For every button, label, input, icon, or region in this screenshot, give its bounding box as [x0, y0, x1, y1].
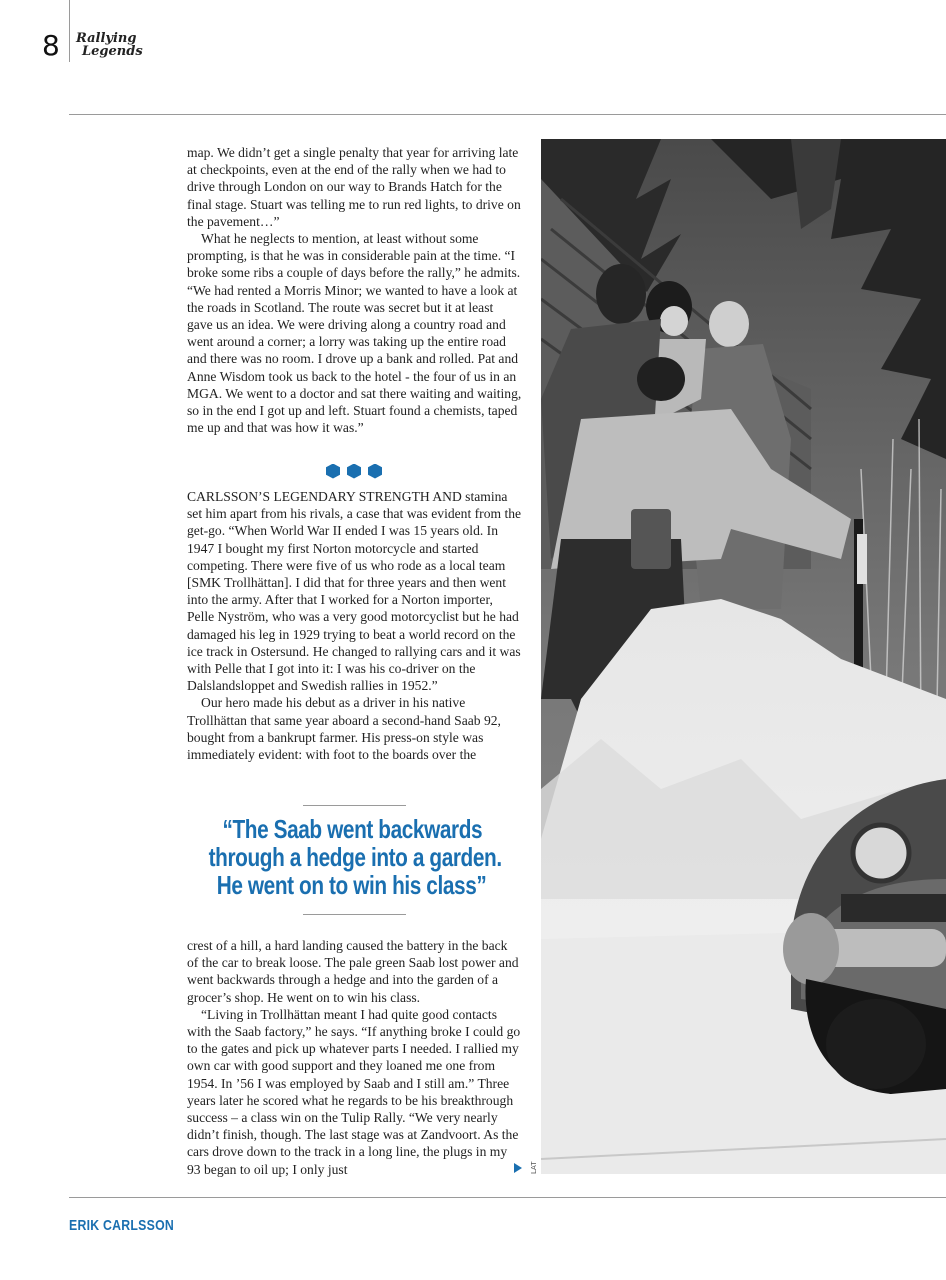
- section-label: ERIK CARLSSON: [69, 1217, 175, 1234]
- rally-photo: [541, 139, 946, 1174]
- magazine-logo: [76, 32, 146, 58]
- pull-quote: [172, 815, 532, 899]
- pull-quote-rule-top: [303, 805, 406, 806]
- photo-credit: LAT: [530, 1161, 538, 1174]
- paragraph: map. We didn’t get a single penalty that year for arriving late at checkpoints, even at the end of the rally when we had to drive through London on our way to Brands Hatch for the final stage. Stuart was telling me to run red lights, to drive on the pavement…”: [187, 145, 521, 229]
- pull-quote-line: through a hedge into a garden.: [208, 842, 502, 872]
- paragraph: crest of a hill, a hard landing caused the battery in the back of the car to break loose. The pale green Saab lost power and went backwards through a hedge and into the garden of a grocer’s shop. He went on to win his class.: [187, 938, 519, 1005]
- continue-arrow-icon: [514, 1163, 522, 1173]
- article-column-c: [187, 937, 522, 1178]
- article-column-b: [187, 488, 522, 763]
- section-divider-icon: [326, 462, 388, 480]
- hexagon-icon: [347, 464, 361, 479]
- pull-quote-line: “The Saab went backwards: [222, 814, 482, 844]
- logo-line-2: Legends: [82, 44, 143, 59]
- paragraph: What he neglects to mention, at least without some prompting, is that he was in considerable pain at the time. “I broke some ribs a couple of days before the rally,” he admits. “We had rented a Morris Minor; we wanted to have a look at the roads in Scotland. The route was secret but it at least gave us an idea. We were driving along a country road and went around a corner; a lorry was taking up the entire road and there was no room. I drove up a bank and rolled. Pat and Anne Wisdom took us back to the hotel - the four of us in an MGA. We went to a doctor and sat there waiting and waiting, so in the end I got up and left. Stuart found a chemists, taped me up and that was how it was.”: [187, 231, 522, 436]
- pull-quote-rule-bottom: [303, 914, 406, 915]
- paragraph: Our hero made his debut as a driver in his native Trollhättan that same year aboard a second-hand Saab 92, bought from a bankrupt farmer. His press-on style was immediately evident: with foot to the boards over the: [187, 695, 501, 763]
- hexagon-icon: [368, 464, 382, 479]
- rally-photo-illustration: [541, 139, 946, 1174]
- article-column-a: [187, 144, 522, 436]
- logo-line-1: Rallying: [76, 31, 137, 46]
- bottom-rule: [69, 1197, 946, 1198]
- page-number: 8: [42, 29, 60, 62]
- hexagon-icon: [326, 464, 340, 479]
- header-divider: [69, 0, 70, 62]
- top-rule: [69, 114, 946, 115]
- paragraph: “Living in Trollhättan meant I had quite good contacts with the Saab factory,” he says. “If anything broke I could go to the gates and pick up whatever parts I needed. I rallied my own car with good support and they loaned me one from 1954. In ’56 I was employed by Saab and I still am.” Three years later he scored what he regards to be his breakthrough success – a class win on the Tulip Rally. “We very nearly didn’t finish, though. The last stage was at Zandvoort. As the cars drove down to the track in a long line, the plugs in my 93 began to oil up; I only just: [187, 1006, 521, 1177]
- pull-quote-line: He went on to win his class”: [217, 870, 487, 900]
- paragraph: CARLSSON’S LEGENDARY STRENGTH AND stamina set him apart from his rivals, a case that was evident from the get-go. “When World War II ended I was 15 years old. In 1947 I bought my first Norton motorcycle and started competing. There were five of us who rode as a local team [SMK Trollhättan]. I did that for three years and then went into the army. After that I worked for a Norton importer, Pelle Nyström, who was a very good motorcyclist but he had damaged his leg in 1929 trying to beat a world record on the ice track in Ostersund. He changed to rallying cars and it was with Pelle that I got into it: I was his co-driver on the Dalslandsloppet and Swedish rallies in 1952.”: [187, 489, 522, 694]
